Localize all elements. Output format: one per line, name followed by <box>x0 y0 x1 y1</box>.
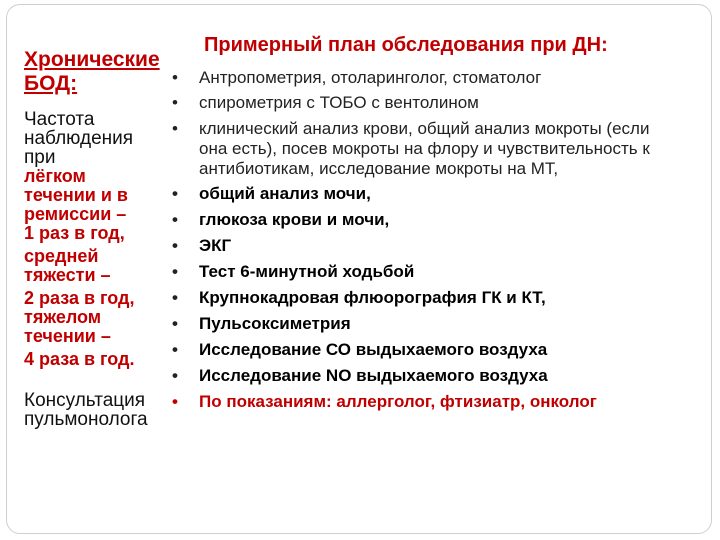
bullet-icon: • <box>172 184 178 203</box>
bullet-icon: • <box>172 262 178 281</box>
list-item: • Тест 6-минутной ходьбой <box>170 262 660 282</box>
left-column <box>24 48 174 429</box>
heavy-course-2: течении – <box>24 326 111 346</box>
bullet-icon: • <box>172 236 178 255</box>
bullet-icon: • <box>172 119 178 138</box>
consultation-line-2: пульмонолога <box>24 409 148 430</box>
left-title-line-2: БОД: <box>24 72 78 95</box>
list-item: • общий анализ мочи, <box>170 184 660 204</box>
list-item: • клинический анализ крови, общий анализ мокроты (если она есть), посев мокроты на флору и чувствительность к антибиотикам, исследование мокроты на МТ, <box>170 119 660 179</box>
frequency-label-3: при <box>24 147 56 168</box>
frequency-label-1: Частота <box>24 109 95 130</box>
list-item: • спирометрия с ТОБО с вентолином <box>170 93 660 113</box>
heavy-course-1: тяжелом <box>24 307 102 327</box>
list-item: • глюкоза крови и мочи, <box>170 210 660 230</box>
list-item: • Исследование СО выдыхаемого воздуха <box>170 340 660 360</box>
list-item: • Пульсоксиметрия <box>170 314 660 334</box>
light-course-3: ремиссии – <box>24 204 127 224</box>
medium-course-3: 2 раза в год, <box>24 288 135 308</box>
bullet-icon: • <box>172 288 178 307</box>
exam-plan-list <box>170 68 660 412</box>
light-course-1: лёгком <box>24 166 86 186</box>
light-course-2: течении и в <box>24 185 128 205</box>
bullet-icon: • <box>172 93 178 112</box>
medium-course-2: тяжести – <box>24 265 111 285</box>
medium-course-1: средней <box>24 246 99 266</box>
list-item: • Антропометрия, отоларинголог, стоматолог <box>170 68 660 88</box>
list-item: • Исследование NO выдыхаемого воздуха <box>170 366 660 386</box>
bullet-icon: • <box>172 210 178 229</box>
slide-title: Примерный план обследования при ДН: <box>204 34 608 56</box>
light-course-4: 1 раз в год, <box>24 223 125 243</box>
left-title-line-1: Хронические <box>24 48 160 71</box>
consultation-line-1: Консультация <box>24 390 146 411</box>
bullet-icon: • <box>172 340 178 359</box>
bullet-icon: • <box>172 314 178 333</box>
frequency-label-2: наблюдения <box>24 128 134 149</box>
bullet-icon: • <box>172 366 178 385</box>
bullet-icon: • <box>172 68 178 87</box>
heavy-course-3: 4 раза в год. <box>24 349 135 369</box>
list-item: • ЭКГ <box>170 236 660 256</box>
list-item: • Крупнокадровая флюорография ГК и КТ, <box>170 288 660 308</box>
bullet-icon: • <box>172 392 178 411</box>
list-item: • По показаниям: аллерголог, фтизиатр, онколог <box>170 392 660 412</box>
